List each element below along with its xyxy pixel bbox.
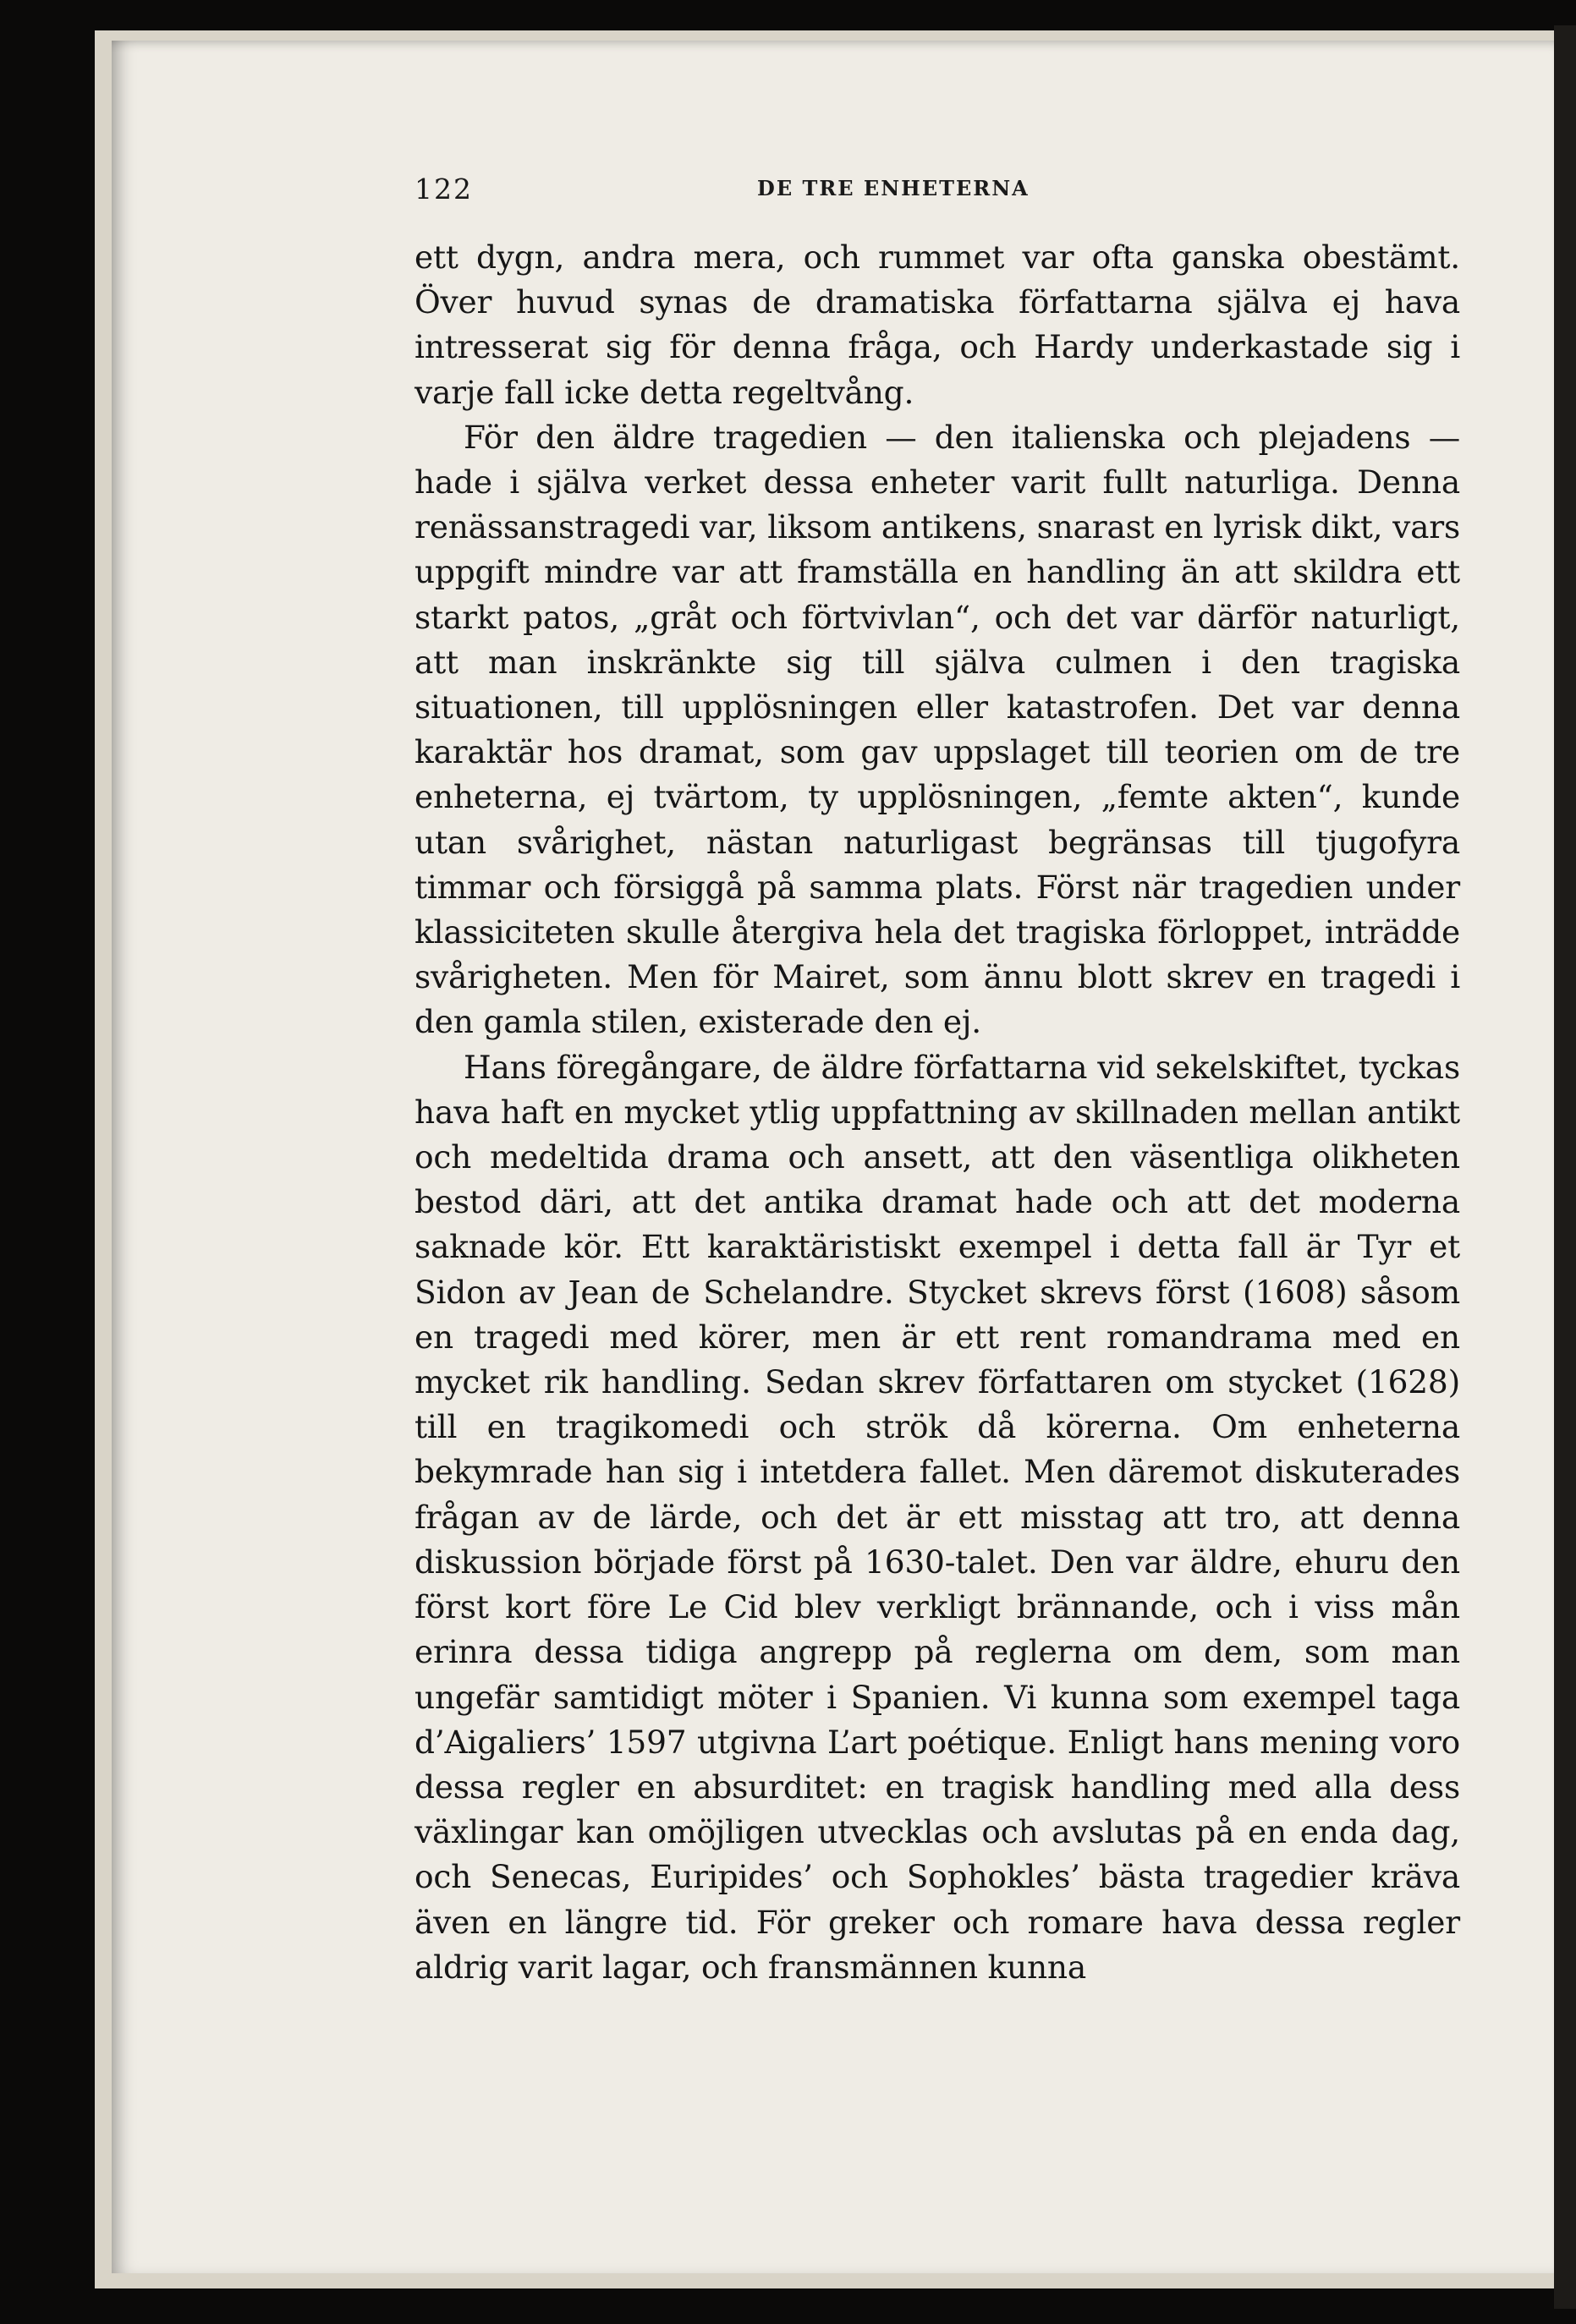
- binding-strip: [1554, 25, 1576, 2309]
- body-text: [415, 235, 1460, 1990]
- page-header: [415, 173, 1472, 206]
- page-number: 122: [415, 173, 473, 206]
- running-head: DE TRE ENHETERNA: [757, 176, 1030, 200]
- paragraph-3: Hans föregångare, de äldre författarna vid sekelskiftet, tyckas hava haft en mycket ytlig uppfattning av skillnaden mellan antikt och medeltida drama och ansett, att den väsentliga olikheten bestod däri, att det antika dramat hade och att det moderna saknade kör. Ett karaktäristiskt exempel i detta fall är Tyr et Sidon av Jean de Schelandre. Stycket skrevs först (1608) såsom en tragedi med körer, men är ett rent romandrama med en mycket rik handling. Sedan skrev författaren om stycket (1628) till en tragikomedi och strök då körerna. Om enheterna bekymrade han sig i intetdera fallet. Men däremot diskuterades frågan av de lärde, och det är ett misstag att tro, att denna diskussion började först på 1630-talet. Den var äldre, ehuru den först kort före Le Cid blev verkligt brännande, och i viss mån erinra dessa tidiga angrepp på reglerna om dem, som man ungefär samtidigt möter i Spanien. Vi kunna som exempel taga d’Aigaliers’ 1597 utgivna L’art poétique. Enligt hans mening voro dessa regler en absurditet: en tragisk handling med alla dess växlingar kan omöjligen utvecklas och avslutas på en enda dag, och Senecas, Euripides’ och Sophokles’ bästa tragedier kräva även en längre tid. För greker och romare hava dessa regler aldrig varit lagar, och fransmännen kunna: [415, 1048, 1460, 1986]
- paragraph-1: ett dygn, andra mera, och rummet var ofta ganska obestämt. Över huvud synas de dramatiska författarna själva ej hava intresserat sig för denna fråga, och Hardy underkastade sig i varje fall icke detta regeltvång.: [415, 238, 1460, 411]
- paragraph-2: För den äldre tragedien — den italienska och plejadens — hade i själva verket dessa enheter varit fullt naturliga. Denna renässanstragedi var, liksom antikens, snarast en lyrisk dikt, vars uppgift mindre var att framställa en handling än att skildra ett starkt patos, „gråt och förtvivlan“, och det var därför naturligt, att man inskränkte sig till själva culmen i den tragiska situationen, till upplösningen eller katastrofen. Det var denna karaktär hos dramat, som gav uppslaget till teorien om de tre enheterna, ej tvärtom, ty upplösningen, „femte akten“, kunde utan svårighet, nästan naturligast begränsas till tjugofyra timmar och försiggå på samma plats. Först när tragedien under klassiciteten skulle återgiva hela det tragiska förloppet, inträdde svårigheten. Men för Mairet, som ännu blott skrev en tragedi i den gamla stilen, existerade den ej.: [415, 418, 1460, 1041]
